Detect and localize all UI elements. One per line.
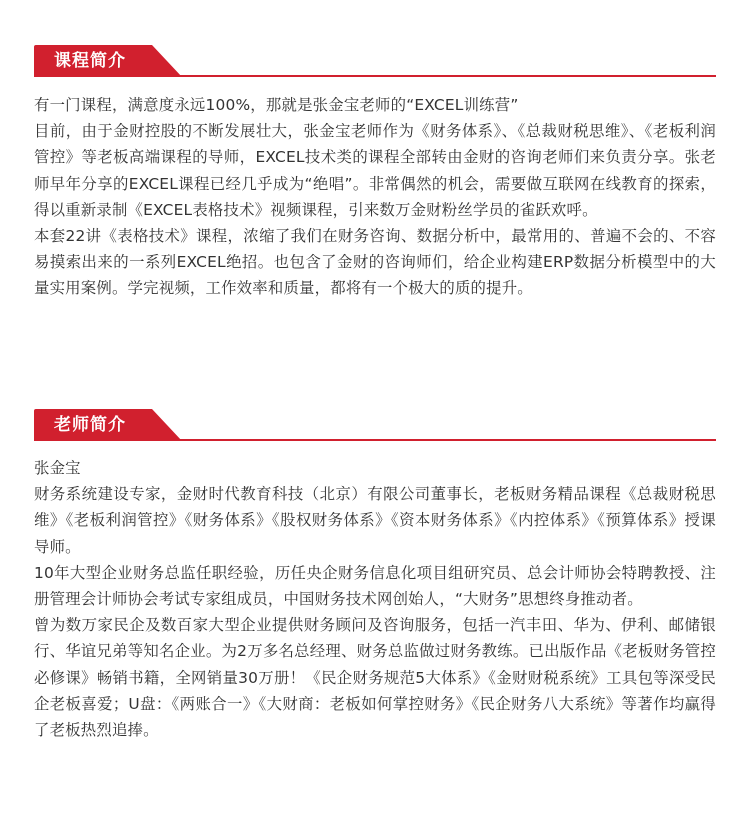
course-intro-header	[34, 45, 716, 77]
teacher-paragraph: 财务系统建设专家，金财时代教育科技（北京）有限公司董事长，老板财务精品课程《总裁财税思维》《老板利润管控》《财务体系》《股权财务体系》《资本财务体系》《内控体系》《预算体系》授课导师。	[34, 485, 716, 556]
teacher-intro-section	[34, 409, 716, 743]
teacher-intro-header	[34, 409, 716, 441]
course-intro-title: 课程简介	[54, 51, 126, 71]
teacher-paragraph: 10年大型企业财务总监任职经验，历任央企财务信息化项目组研究员、总会计师协会特聘教授、注册管理会计师协会考试专家组成员，中国财务技术网创始人，“大财务”思想终身推动者。	[34, 563, 716, 609]
teacher-paragraph: 曾为数万家民企及数百家大型企业提供财务顾问及咨询服务，包括一汽丰田、华为、伊利、邮储银行、华谊兄弟等知名企业。为2万多名总经理、财务总监做过财务教练。已出版作品《老板财务管控必修课》畅销书籍，全网销量30万册！《民企财务规范5大体系》《金财财税系统》工具包等深受民企老板喜爱；U盘：《两账合一》《大财商：老板如何掌控财务》《民企财务八大系统》等著作均赢得了老板热烈追捧。	[34, 616, 716, 740]
course-paragraph: 有一门课程，满意度永远100%，那就是张金宝老师的“EXCEL训练营”	[34, 96, 519, 114]
course-intro-body	[34, 92, 716, 302]
teacher-intro-title: 老师简介	[54, 415, 126, 435]
course-paragraph: 本套22讲《表格技术》课程，浓缩了我们在财务咨询、数据分析中，最常用的、普遍不会的、不容易摸索出来的一系列EXCEL绝招。也包含了金财的咨询师们，给企业构建ERP数据分析模型中的大量实用案例。学完视频，工作效率和质量，都将有一个极大的质的提升。	[34, 227, 716, 298]
course-intro-section	[34, 45, 716, 302]
teacher-intro-body	[34, 455, 716, 743]
teacher-name: 张金宝	[34, 459, 81, 477]
course-paragraph: 目前，由于金财控股的不断发展壮大，张金宝老师作为《财务体系》、《总裁财税思维》、《老板利润管控》等老板高端课程的导师，EXCEL技术类的课程全部转由金财的咨询老师们来负责分享。张老师早年分享的EXCEL课程已经几乎成为“绝唱”。非常偶然的机会，需要做互联网在线教育的探索，得以重新录制《EXCEL表格技术》视频课程，引来数万金财粉丝学员的雀跃欢呼。	[34, 122, 716, 219]
